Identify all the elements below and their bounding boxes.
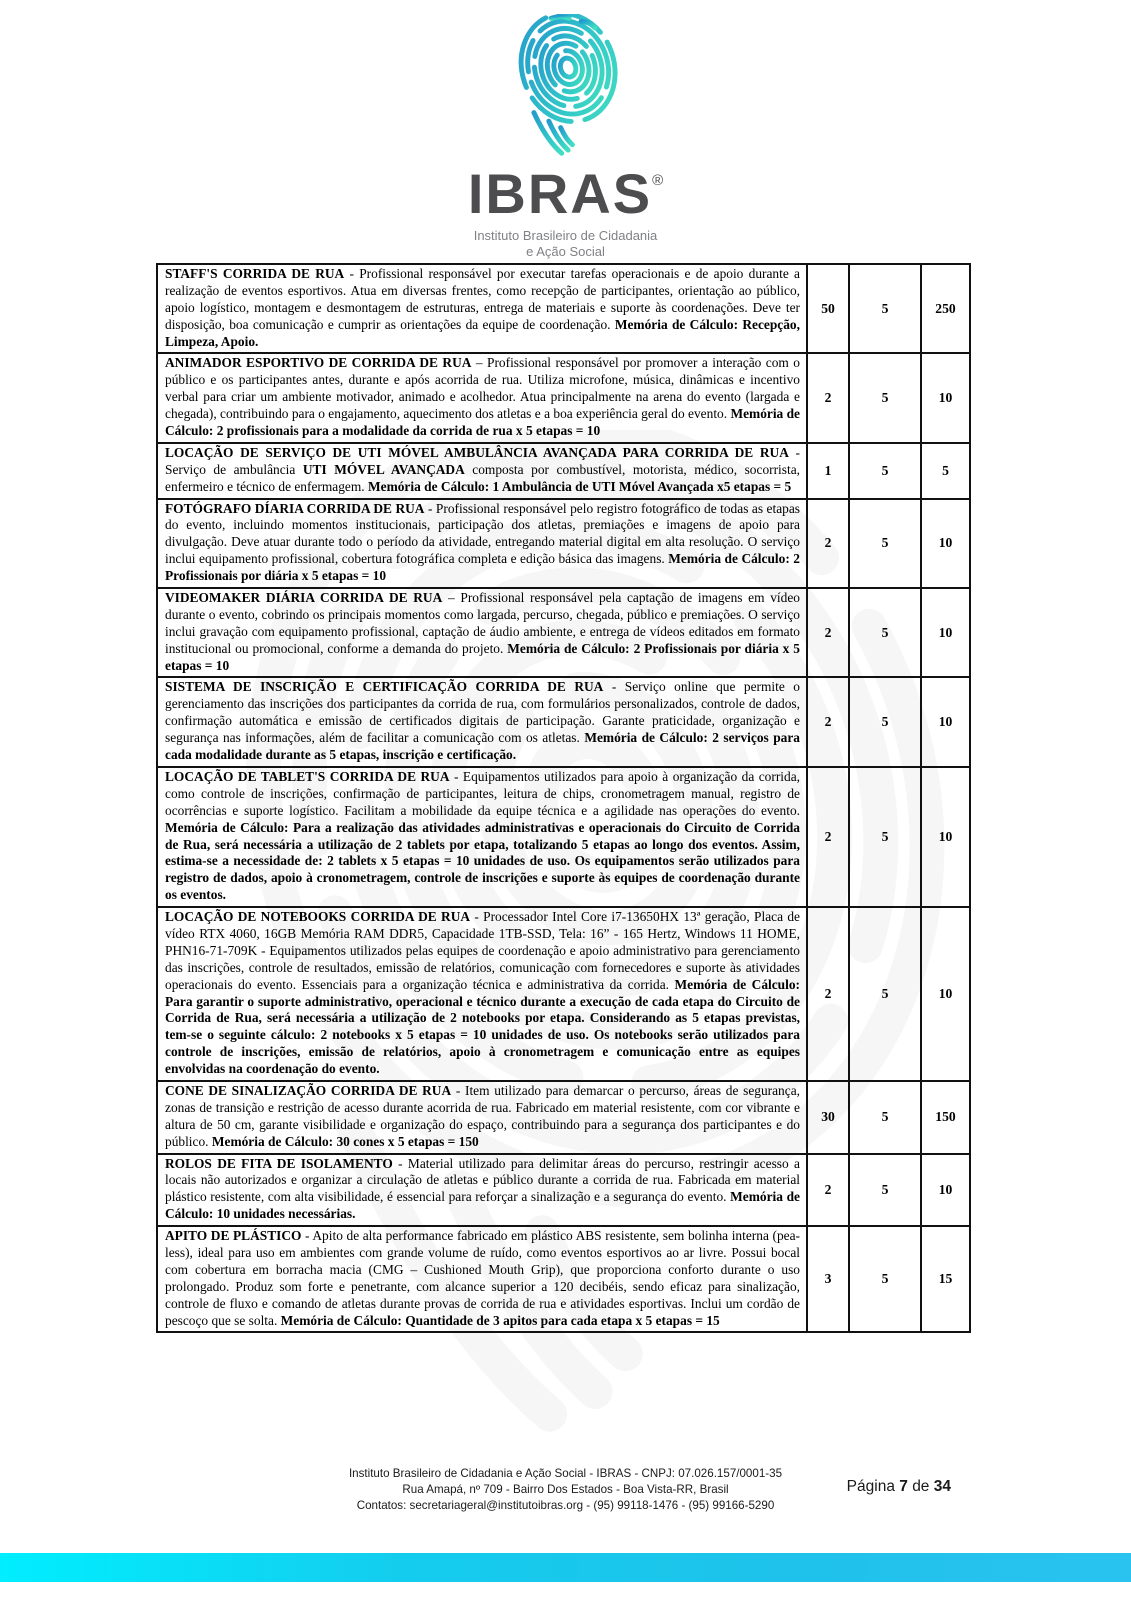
- description-cell: [157, 1226, 807, 1332]
- description-segment: - Serviço de ambulância: [165, 444, 801, 477]
- description-segment: composta por combustível, motorista, médico, socorrista, enfermeiro e técnico de enfermagem.: [165, 461, 800, 494]
- total-cell: 10: [921, 353, 970, 442]
- table-row: [157, 1154, 970, 1227]
- table-row: [157, 353, 970, 442]
- etapas-cell: 5: [849, 1226, 921, 1332]
- etapas-cell: 5: [849, 499, 921, 588]
- description-segment: Memória de Cálculo: 2 serviços para cada modalidade durante as 5 etapas, inscrição e certificação.: [165, 730, 800, 763]
- description-segment: APITO DE PLÁSTICO: [165, 1228, 302, 1244]
- total-cell: 10: [921, 677, 970, 766]
- table-row: [157, 767, 970, 907]
- registered-mark: ®: [652, 172, 664, 189]
- etapas-cell: 5: [849, 1081, 921, 1154]
- description-segment: Memória de Cálculo: 2 profissionais para a modalidade da corrida de rua x 5 etapas = 10: [165, 406, 801, 439]
- total-cell: 10: [921, 907, 970, 1081]
- table-row: [157, 907, 970, 1081]
- description-cell: [157, 907, 807, 1081]
- table-row: [157, 264, 970, 353]
- page-number: [847, 1478, 951, 1496]
- etapas-cell: 5: [849, 767, 921, 907]
- description-segment: - Profissional responsável pelo registro fotográfico de todas as etapas do evento, incluindo momentos institucionais, participação dos atletas, premiações e imagens de apoio para divulgação. Deve atuar durante todo o período da atividade, entregando material digital em alta resolução. O serviço inclui equipamento profissional, cobertura fotográfica completa e edição básica das imagens.: [165, 500, 801, 567]
- qty-cell: 2: [807, 907, 849, 1081]
- page-total: 34: [933, 1478, 951, 1495]
- description-segment: - Apito de alta performance fabricado em plástico ABS resistente, sem bolinha interna (pea-less), ideal para uso em ambientes com grande volume de ruído, como eventos esportivos ao ar livre. Possui bocal com cobertura em borracha macia (CMG – Cushioned Mouth Grip), que proporciona conforto durante o uso prolongado. Produz som forte e penetrante, com alcance superior a 120 decibéis, sendo eficaz para sinalização, controle de fluxo e comando de atletas durante provas de corrida de rua e atividades esportivas. Inclui um cordão de pescoço que se solta.: [165, 1228, 800, 1328]
- total-cell: 10: [921, 1154, 970, 1227]
- description-segment: UTI MÓVEL AVANÇADA: [302, 461, 465, 477]
- fingerprint-logo-icon: [486, 14, 646, 164]
- footer-line-institution: Instituto Brasileiro de Cidadania e Ação Social - IBRAS - CNPJ: 07.026.157/0001-35: [348, 1467, 783, 1480]
- qty-cell: 50: [807, 264, 849, 353]
- qty-cell: 30: [807, 1081, 849, 1154]
- etapas-cell: 5: [849, 1154, 921, 1227]
- etapas-cell: 5: [849, 264, 921, 353]
- description-cell: [157, 1154, 807, 1227]
- description-segment: - Serviço online que permite o gerenciamento das inscrições dos participantes da corrida de rua, com formulários personalizados, controle de dados, confirmação automática e emissão de certificados digitais de participação. Garante praticidade, organização e segurança nas informações, além de facilitar a comunicação com os atletas.: [165, 679, 800, 746]
- qty-cell: 3: [807, 1226, 849, 1332]
- description-cell: [157, 588, 807, 677]
- page-current: 7: [899, 1478, 908, 1495]
- total-cell: 5: [921, 443, 970, 499]
- description-segment: LOCAÇÃO DE NOTEBOOKS CORRIDA DE RUA: [165, 909, 471, 925]
- qty-cell: 1: [807, 443, 849, 499]
- description-cell: [157, 677, 807, 766]
- tagline-line-1: Instituto Brasileiro de Cidadania: [473, 228, 658, 243]
- description-segment: - Item utilizado para demarcar o percurso, áreas de segurança, zonas de transição e restrição de acesso durante acorrida de rua. Fabricado em material resistente, com cor vibrante e altura de 50 cm, garante visibilidade e organização do espaço, contribuindo para a segurança dos participantes e do público.: [165, 1082, 800, 1149]
- footer-line-address: Rua Amapá, nº 709 - Bairro Dos Estados - Boa Vista-RR, Brasil: [402, 1483, 729, 1496]
- table-row: [157, 588, 970, 677]
- etapas-cell: 5: [849, 443, 921, 499]
- description-segment: ANIMADOR ESPORTIVO DE CORRIDA DE RUA: [165, 355, 472, 371]
- description-segment: LOCAÇÃO DE SERVIÇO DE UTI MÓVEL AMBULÂNCIA AVANÇADA PARA CORRIDA DE RUA: [165, 444, 789, 460]
- total-cell: 10: [921, 588, 970, 677]
- total-cell: 10: [921, 767, 970, 907]
- total-cell: 15: [921, 1226, 970, 1332]
- footer-line-contacts: Contatos: secretariageral@institutoibras.org - (95) 99118-1476 - (95) 99166-5290: [356, 1499, 775, 1512]
- total-cell: 150: [921, 1081, 970, 1154]
- tagline-line-2: e Ação Social: [526, 244, 605, 259]
- total-cell: 10: [921, 499, 970, 588]
- description-segment: Memória de Cálculo: 30 cones x 5 etapas = 150: [211, 1133, 479, 1149]
- description-segment: - Processador Intel Core i7-13650HX 13ª geração, Placa de vídeo RTX 4060, 16GB Memória RAM DDR5, Capacidade 1TB-SSD, Tela: 16” - 165 Hertz, Windows 11 HOME, PHN16-71-709K - Equipamentos utilizados pelas equipes de coordenação e apoio administrativo para gerenciamento das inscrições, controle de resultados, emissão de relatórios, comunicação com fornecedores e suporte às atividades operacionais do evento. Essenciais para a organização técnica e administrativa da corrida.: [165, 909, 800, 992]
- etapas-cell: 5: [849, 907, 921, 1081]
- description-segment: - Profissional responsável por executar tarefas operacionais e de apoio durante a realização de eventos esportivos. Atua em diversas frentes, como recepção de participantes, orientação ao público, apoio logístico, montagem e desmontagem de estruturas, entrega de materiais e suporte às coordenações. Deve ter disposição, boa comunicação e cumprir as orientações da equipe de coordenação.: [165, 266, 800, 332]
- page-of-label: de: [912, 1478, 930, 1495]
- description-segment: Memória de Cálculo: Recepção, Limpeza, Apoio.: [165, 316, 800, 349]
- qty-cell: 2: [807, 677, 849, 766]
- description-segment: Memória de Cálculo: Para garantir o suporte administrativo, operacional e técnico durante a execução de cada etapa do Circuito de Corrida de Rua, será necessária a utilização de 2 notebooks por etapa. Considerando as 5 etapas previstas, tem-se o seguinte cálculo: 2 notebooks x 5 etapas = 10 unidades de uso. Os notebooks serão utilizados para controle de inscrições, emissão de relatórios, apoio à cronometragem e comunicação entre as equipes envolvidas na coordenação do evento.: [165, 976, 801, 1077]
- description-cell: [157, 767, 807, 907]
- description-cell: [157, 499, 807, 588]
- description-segment: Memória de Cálculo: 2 Profissionais por diária x 5 etapas = 10: [165, 640, 801, 673]
- description-cell: [157, 264, 807, 353]
- etapas-cell: 5: [849, 353, 921, 442]
- table-row: [157, 1226, 970, 1332]
- etapas-cell: 5: [849, 677, 921, 766]
- description-segment: - Material utilizado para delimitar áreas do percurso, restringir acesso a locais não autorizados e organizar a circulação de atletas e público durante a corrida de rua. Fabricada em material plástico resistente, com alta visibilidade, é essencial para reforçar a sinalização e a segurança do evento.: [165, 1155, 800, 1205]
- description-segment: Memória de Cálculo: 1 Ambulância de UTI Móvel Avançada x5 etapas = 5: [367, 478, 792, 494]
- description-segment: Memória de Cálculo: 10 unidades necessárias.: [165, 1189, 800, 1222]
- description-cell: [157, 443, 807, 499]
- qty-cell: 2: [807, 353, 849, 442]
- description-segment: – Profissional responsável pela captação de imagens em vídeo durante o evento, cobrindo os principais momentos como largada, percurso, chegada, público e premiações. O serviço inclui gravação com equipamento profissional, captação de áudio ambiente, e entrega de vídeos editados em formato institucional ou promocional, conforme a demanda do projeto.: [165, 590, 800, 656]
- description-segment: Memória de Cálculo: 2 Profissionais por diária x 5 etapas = 10: [165, 551, 800, 584]
- description-segment: Memória de Cálculo: Quantidade de 3 apitos para cada etapa x 5 etapas = 15: [280, 1312, 720, 1328]
- total-cell: 250: [921, 264, 970, 353]
- description-segment: - Equipamentos utilizados para apoio à organização da corrida, como controle de inscrições, confirmação de participantes, leitura de chips, cronometragem manual, registro de ocorrências e suporte logístico. Facilitam a mobilidade da equipe técnica e a agilidade nas operações do evento.: [165, 768, 800, 818]
- description-segment: SISTEMA DE INSCRIÇÃO E CERTIFICAÇÃO CORRIDA DE RUA: [165, 679, 604, 695]
- table-row: [157, 443, 970, 499]
- brand-name: IBRAS: [467, 162, 653, 225]
- description-segment: CONE DE SINALIZAÇÃO CORRIDA DE RUA: [165, 1082, 452, 1098]
- bottom-accent-bar: [0, 1553, 1131, 1582]
- description-segment: VIDEOMAKER DIÁRIA CORRIDA DE RUA: [165, 590, 443, 606]
- brand-wordmark: [0, 162, 1131, 225]
- items-table: [156, 263, 971, 1333]
- page-label: Página: [846, 1478, 895, 1495]
- table-row: [157, 499, 970, 588]
- header-logo-block: [0, 14, 1131, 260]
- qty-cell: 2: [807, 499, 849, 588]
- footer-info: [0, 1466, 1131, 1514]
- etapas-cell: 5: [849, 588, 921, 677]
- description-segment: Memória de Cálculo: Para a realização das atividades administrativas e operacionais do Circuito de Corrida de Rua, será necessária a utilização de 2 tablets por etapa, totalizando 5 etapas ao longo dos eventos. Assim, estima-se a necessidade de: 2 tablets x 5 etapas = 10 unidades de uso. Os equipamentos serão utilizados para registro de dados, apoio à cronometragem, controle de inscrições e suporte às equipes de coordenação durante os eventos.: [165, 819, 800, 903]
- brand-tagline: [0, 228, 1131, 260]
- description-segment: LOCAÇÃO DE TABLET'S CORRIDA DE RUA: [165, 768, 450, 784]
- qty-cell: 2: [807, 588, 849, 677]
- description-cell: [157, 1081, 807, 1154]
- description-segment: ROLOS DE FITA DE ISOLAMENTO: [165, 1155, 393, 1171]
- description-cell: [157, 353, 807, 442]
- table-row: [157, 1081, 970, 1154]
- items-table-body: [157, 264, 970, 1332]
- description-segment: STAFF'S CORRIDA DE RUA: [165, 266, 345, 281]
- description-segment: FOTÓGRAFO DÍARIA CORRIDA DE RUA: [165, 500, 425, 516]
- qty-cell: 2: [807, 1154, 849, 1227]
- description-segment: – Profissional responsável por promover a interação com o público e os participantes antes, durante e após acorrida de rua. Utiliza microfone, música, dinâmicas e incentivo verbal para criar um ambiente motivador, animado e acolhedor. Atua principalmente na arena do evento (largada e chegada), contribuindo para o engajamento, aquecimento dos atletas e a boa experiência geral do evento.: [165, 355, 800, 422]
- table-row: [157, 677, 970, 766]
- qty-cell: 2: [807, 767, 849, 907]
